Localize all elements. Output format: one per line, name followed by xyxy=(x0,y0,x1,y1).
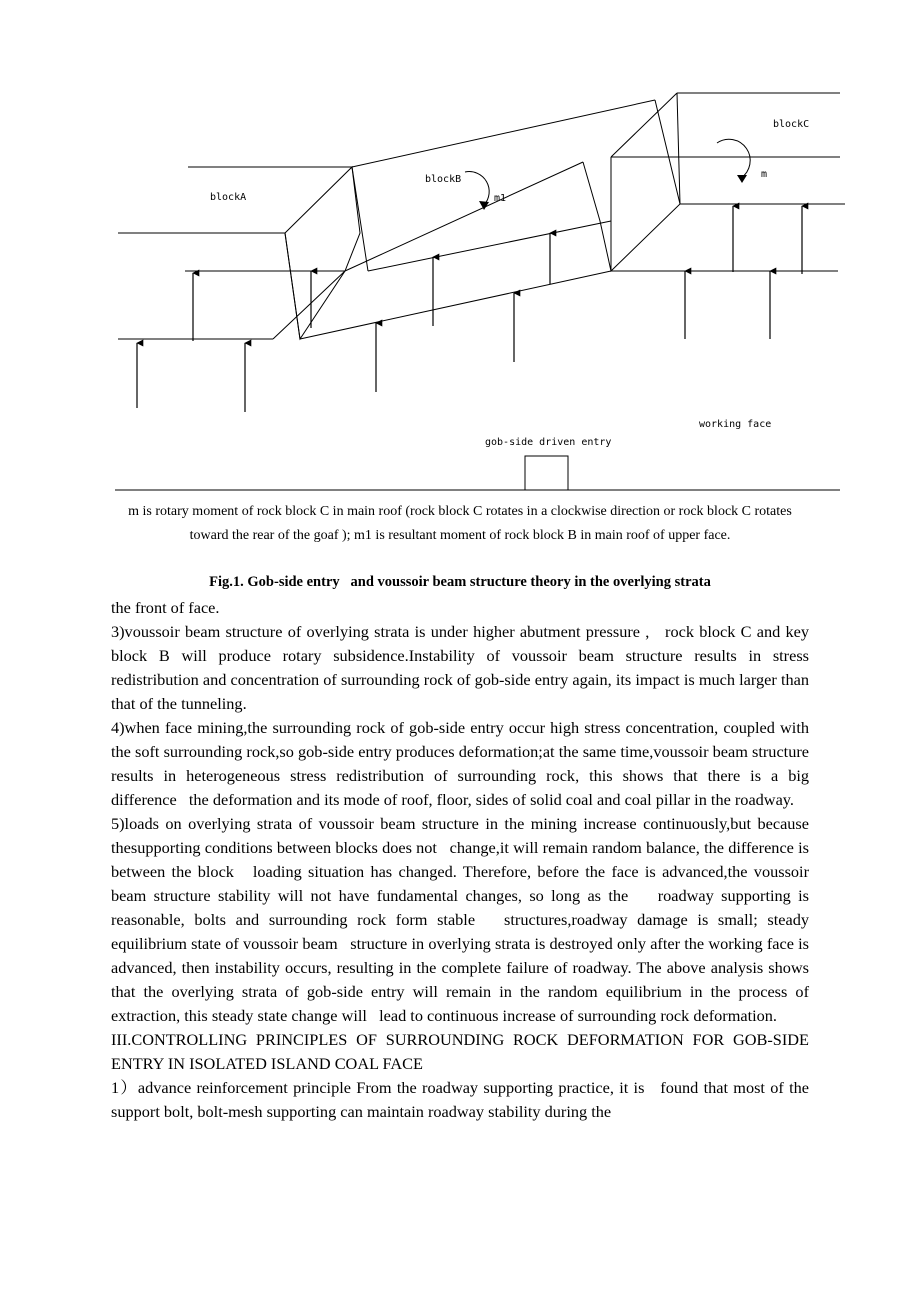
paragraph: the front of face. xyxy=(111,598,220,617)
rotation-arrowheads xyxy=(479,175,747,210)
label-block-c: blockC xyxy=(773,119,810,130)
section-heading: III.CONTROLLING PRINCIPLES OF SURROUNDING ROCK DEFORMATION FOR GOB-SIDE ENTRY IN ISOLATED ISLAND COAL FACE xyxy=(111,1030,809,1073)
abutment-pressure-arrows xyxy=(137,206,802,412)
figure-caption: m is rotary moment of rock block C in main roof (rock block C rotates in a clockwise direction or rock block C rotates toward the rear of the goaf ); m1 is resultant moment of rock block B in main roof of upper face. xyxy=(128,504,792,543)
label-block-b: blockB xyxy=(425,174,462,185)
label-working-face: working face xyxy=(699,419,772,430)
label-m1: m1 xyxy=(494,193,507,204)
voussoir-beam-figure xyxy=(0,0,920,500)
paragraph: 5)loads on overlying strata of voussoir beam structure in the mining increase continuously,but because thesupporting conditions between blocks does not change,it will remain random balance, the difference is between the block loading situation has changed. Therefore, before the face is advanced,the voussoir beam structure stability will not have fundamental changes, so long as the roadway supporting is reasonable, bolts and surrounding rock form stable structures,roadway damage is small; steady equilibrium state of voussoir beam structure in overlying strata is destroyed only after the working face is advanced, then instability occurs, resulting in the complete failure of roadway. The above analysis shows that the overlying strata of gob-side entry will remain in the random equilibrium in the process of extraction, this steady state change will lead to continuous increase of surrounding rock deformation. xyxy=(111,814,809,1025)
body-text xyxy=(111,596,809,1124)
paragraph: 4)when face mining,the surrounding rock of gob-side entry occur high stress concentration, coupled with the soft surrounding rock,so gob-side entry produces deformation;at the same time,voussoir beam structure results in heterogeneous stress redistribution of surrounding rock, this shows that there is a big difference the deformation and its mode of roof, floor, sides of solid coal and coal pillar in the roadway. xyxy=(111,718,809,809)
paragraph: 3)voussoir beam structure of overlying strata is under higher abutment pressure , rock block C and key block B will produce rotary subsidence.Instability of voussoir beam structure results in stress redistribution and concentration of surrounding rock of gob-side entry again, its impact is much larger than that of the tunneling. xyxy=(111,622,809,713)
label-m: m xyxy=(761,169,768,180)
paragraph: 1）advance reinforcement principle From the roadway supporting practice, it is found that most of the support bolt, bolt-mesh supporting can maintain roadway stability during the xyxy=(111,1078,809,1121)
label-entry: gob-side driven entry xyxy=(485,437,612,448)
strata-lines xyxy=(115,93,845,490)
label-block-a: blockA xyxy=(210,192,247,203)
figure-title: Fig.1. Gob-side entry and voussoir beam structure theory in the overlying strata xyxy=(209,574,711,590)
